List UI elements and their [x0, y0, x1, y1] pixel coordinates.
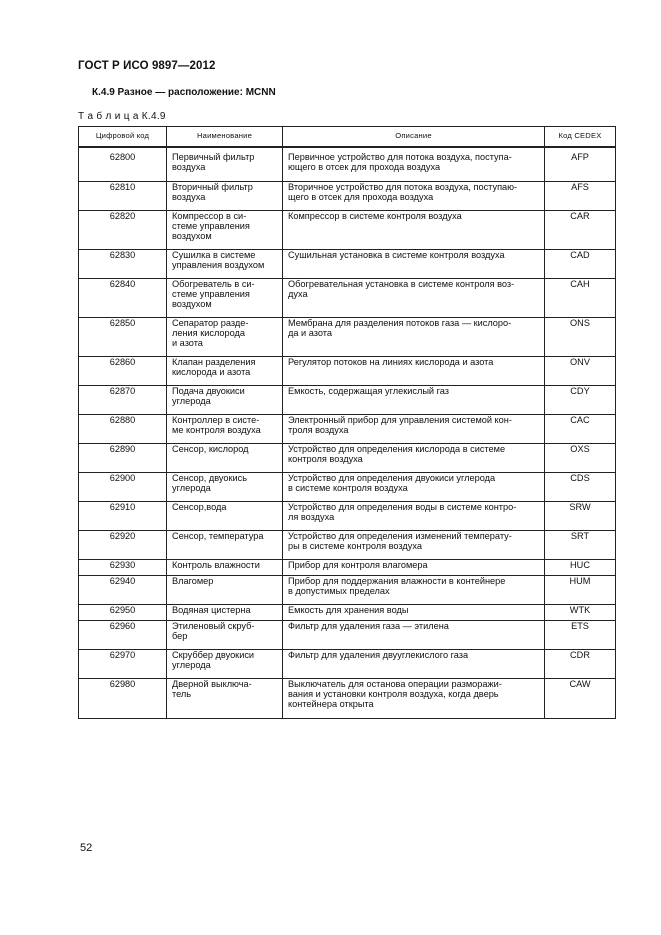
code-cell: [79, 501, 167, 530]
code-cell-text: 62880: [109, 414, 136, 425]
description-cell: [283, 249, 545, 278]
code-cell: [79, 249, 167, 278]
description-cell: [283, 678, 545, 718]
description-cell-text: Выключатель для останова операции разморажи- вания и установки контроля воздуха, когда дверь контейнера открыта: [288, 678, 502, 710]
table-row: [79, 443, 616, 472]
name-cell-text: Влагомер: [172, 575, 214, 586]
table-row: [79, 559, 616, 575]
table-row: [79, 649, 616, 678]
table-row: [79, 472, 616, 501]
description-cell-text: Фильтр для удаления двууглекислого газа: [288, 649, 469, 660]
column-header-cedex: Код CEDEX: [545, 127, 616, 148]
cedex-cell-text: ETS: [571, 620, 589, 631]
code-cell-text: 62930: [109, 559, 136, 570]
code-cell: [79, 278, 167, 317]
code-cell: [79, 317, 167, 356]
name-cell-text: Компрессор в си- стеме управления воздухом: [172, 210, 250, 242]
name-cell: [167, 501, 283, 530]
cedex-cell-text: WTK: [569, 604, 591, 615]
code-cell: [79, 356, 167, 385]
description-cell-text: Устройство для определения кислорода в системе контроля воздуха: [288, 443, 506, 464]
code-cell: [79, 604, 167, 620]
description-cell-text: Устройство для определения изменений температу- ры в системе контроля воздуха: [288, 530, 512, 551]
description-cell: [283, 152, 545, 181]
codes-table: [78, 126, 616, 719]
cedex-cell-text: CAH: [570, 278, 590, 289]
name-cell-text: Контроль влажности: [172, 559, 260, 570]
description-cell: [283, 530, 545, 559]
name-cell-text: Дверной выключа- тель: [172, 678, 252, 699]
description-cell-text: Обогревательная установка в системе контроля воз- духа: [288, 278, 515, 299]
name-cell-text: Сенсор,вода: [172, 501, 227, 512]
table-row: [79, 620, 616, 649]
code-cell-text: 62910: [109, 501, 136, 512]
table-row: [79, 530, 616, 559]
name-cell: [167, 604, 283, 620]
cedex-cell-text: CAR: [570, 210, 590, 221]
description-cell-text: Емкость для хранения воды: [288, 604, 409, 615]
cedex-cell-text: CAW: [569, 678, 591, 689]
name-cell-text: Водяная цистерна: [172, 604, 251, 615]
code-cell-text: 62900: [109, 472, 136, 483]
code-cell-text: 62940: [109, 575, 136, 586]
description-cell: [283, 472, 545, 501]
name-cell-text: Клапан разделения кислорода и азота: [172, 356, 256, 377]
code-cell: [79, 678, 167, 718]
description-cell: [283, 181, 545, 210]
code-cell-text: 62840: [109, 278, 136, 289]
cedex-cell-text: CDR: [570, 649, 590, 660]
name-cell: [167, 678, 283, 718]
table-body: [79, 147, 616, 718]
code-cell-text: 62830: [109, 249, 136, 260]
description-cell-text: Фильтр для удаления газа — этилена: [288, 620, 449, 631]
code-cell: [79, 210, 167, 249]
cedex-cell: [545, 414, 616, 443]
description-cell-text: Прибор для поддержания влажности в контейнере в допустимых пределах: [288, 575, 506, 596]
code-cell-text: 62820: [109, 210, 136, 221]
name-cell-text: Первичный фильтр воздуха: [172, 152, 255, 173]
description-cell-text: Емкость, содержащая углекислый газ: [288, 385, 449, 396]
table-row: [79, 356, 616, 385]
name-cell: [167, 575, 283, 604]
code-cell-text: 62870: [109, 385, 136, 396]
column-header-description: Описание: [283, 127, 545, 148]
cedex-cell: [545, 443, 616, 472]
description-cell: [283, 604, 545, 620]
description-cell: [283, 210, 545, 249]
name-cell: [167, 278, 283, 317]
cedex-cell-text: HUC: [570, 559, 590, 570]
code-cell: [79, 530, 167, 559]
description-cell: [283, 385, 545, 414]
code-cell: [79, 620, 167, 649]
cedex-cell: [545, 278, 616, 317]
cedex-cell: [545, 210, 616, 249]
code-cell: [79, 559, 167, 575]
code-cell: [79, 414, 167, 443]
table-row: [79, 181, 616, 210]
description-cell: [283, 356, 545, 385]
cedex-cell: [545, 356, 616, 385]
code-cell-text: 62970: [109, 649, 136, 660]
cedex-cell: [545, 249, 616, 278]
table-row: [79, 575, 616, 604]
description-cell-text: Регулятор потоков на линиях кислорода и азота: [288, 356, 494, 367]
code-cell-text: 62920: [109, 530, 136, 541]
name-cell: [167, 559, 283, 575]
name-cell: [167, 152, 283, 181]
name-cell-text: Вторичный фильтр воздуха: [172, 181, 253, 202]
cedex-cell-text: AFP: [571, 152, 589, 162]
description-cell: [283, 414, 545, 443]
cedex-cell: [545, 620, 616, 649]
cedex-cell: [545, 385, 616, 414]
description-cell: [283, 278, 545, 317]
description-cell-text: Вторичное устройство для потока воздуха, поступаю- щего в отсек для прохода воздуха: [288, 181, 518, 202]
cedex-cell: [545, 181, 616, 210]
table-row: [79, 604, 616, 620]
cedex-cell: [545, 152, 616, 181]
description-cell-text: Сушильная установка в системе контроля воздуха: [288, 249, 505, 260]
code-cell: [79, 443, 167, 472]
cedex-cell: [545, 678, 616, 718]
cedex-cell-text: CDY: [570, 385, 590, 396]
code-cell-text: 62890: [109, 443, 136, 454]
column-header-name: Наименование: [167, 127, 283, 148]
name-cell-text: Сушилка в системе управления воздухом: [172, 249, 265, 270]
table-row: [79, 249, 616, 278]
code-cell: [79, 152, 167, 181]
cedex-cell-text: CAD: [570, 249, 590, 260]
table-row: [79, 317, 616, 356]
page-number: 52: [80, 842, 93, 854]
description-cell: [283, 559, 545, 575]
description-cell-text: Устройство для определения двуокиси углерода в системе контроля воздуха: [288, 472, 496, 493]
section-title: К.4.9 Разное — расположение: MCNN: [92, 87, 276, 98]
table-row: [79, 414, 616, 443]
code-cell: [79, 575, 167, 604]
code-cell-text: 62980: [109, 678, 136, 689]
code-cell-text: 62810: [109, 181, 136, 192]
cedex-cell: [545, 530, 616, 559]
code-cell: [79, 649, 167, 678]
name-cell-text: Контроллер в систе- ме контроля воздуха: [172, 414, 261, 435]
name-cell: [167, 356, 283, 385]
cedex-cell: [545, 575, 616, 604]
name-cell-text: Сенсор, двуокись углерода: [172, 472, 248, 493]
code-cell-text: 62860: [109, 356, 136, 367]
table-row: [79, 678, 616, 718]
name-cell: [167, 414, 283, 443]
code-cell: [79, 385, 167, 414]
table-row: [79, 385, 616, 414]
cedex-cell-text: SRT: [570, 530, 590, 541]
cedex-cell-text: HUM: [569, 575, 591, 586]
name-cell: [167, 317, 283, 356]
cedex-cell-text: OXS: [570, 443, 590, 454]
description-cell-text: Компрессор в системе контроля воздуха: [288, 210, 462, 221]
table-row: [79, 210, 616, 249]
description-cell: [283, 575, 545, 604]
name-cell: [167, 649, 283, 678]
name-cell: [167, 249, 283, 278]
name-cell-text: Сепаратор разде- ления кислорода и азота: [172, 317, 249, 349]
name-cell: [167, 181, 283, 210]
description-cell-text: Первичное устройство для потока воздуха, поступа- ющего в отсек для прохода воздуха: [288, 152, 512, 173]
table-caption: Т а б л и ц а К.4.9: [78, 111, 166, 122]
cedex-cell: [545, 559, 616, 575]
name-cell-text: Этиленовый скруб- бер: [172, 620, 255, 641]
name-cell: [167, 210, 283, 249]
cedex-cell: [545, 501, 616, 530]
code-cell-text: 62850: [109, 317, 136, 328]
code-cell-text: 62960: [109, 620, 136, 631]
description-cell-text: Устройство для определения воды в системе контро- ля воздуха: [288, 501, 517, 522]
code-cell: [79, 472, 167, 501]
document-header: ГОСТ Р ИСО 9897—2012: [78, 60, 216, 72]
cedex-cell-text: ONS: [570, 317, 590, 328]
cedex-cell: [545, 317, 616, 356]
name-cell: [167, 620, 283, 649]
table-header-row: [79, 127, 616, 148]
description-cell: [283, 317, 545, 356]
name-cell: [167, 530, 283, 559]
name-cell-text: Сенсор, температура: [172, 530, 264, 541]
table-row: [79, 501, 616, 530]
name-cell: [167, 472, 283, 501]
name-cell: [167, 443, 283, 472]
cedex-cell-text: CAC: [570, 414, 590, 425]
description-cell-text: Электронный прибор для управления системой кон- троля воздуха: [288, 414, 512, 435]
description-cell: [283, 649, 545, 678]
description-cell: [283, 620, 545, 649]
name-cell-text: Подача двуокиси углерода: [172, 385, 245, 406]
cedex-cell-text: CDS: [570, 472, 590, 483]
description-cell: [283, 501, 545, 530]
name-cell-text: Сенсор, кислород: [172, 443, 249, 454]
name-cell: [167, 385, 283, 414]
table-row: [79, 278, 616, 317]
cedex-cell-text: AFS: [571, 181, 589, 192]
code-cell: [79, 181, 167, 210]
description-cell-text: Прибор для контроля влагомера: [288, 559, 428, 570]
name-cell-text: Обогреватель в си- стеме управления воздухом: [172, 278, 255, 310]
cedex-cell: [545, 649, 616, 678]
cedex-cell-text: ONV: [570, 356, 590, 367]
description-cell: [283, 443, 545, 472]
description-cell-text: Мембрана для разделения потоков газа — кислоро- да и азота: [288, 317, 512, 338]
cedex-cell: [545, 604, 616, 620]
code-cell-text: 62950: [109, 604, 136, 615]
cedex-cell: [545, 472, 616, 501]
name-cell-text: Скруббер двуокиси углерода: [172, 649, 255, 670]
cedex-cell-text: SRW: [569, 501, 591, 512]
table-row: [79, 152, 616, 181]
code-cell-text: 62800: [109, 152, 136, 162]
column-header-code: Цифровой код: [79, 127, 167, 148]
